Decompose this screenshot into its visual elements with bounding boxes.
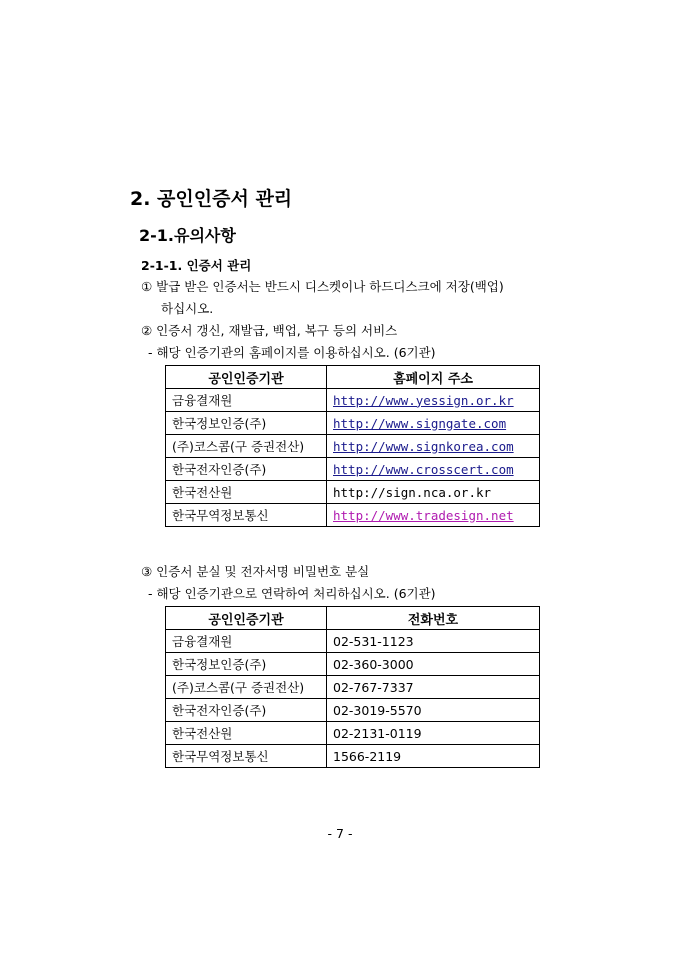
page-number: - 7 - — [327, 826, 353, 841]
item3-note: - 해당 인증기관으로 연락하여 처리하십시오. (6기관) — [148, 586, 436, 601]
phone-cell: 02-2131-0119 — [327, 722, 540, 745]
table-header-row — [166, 366, 540, 389]
phone-cell: 02-531-1123 — [327, 630, 540, 653]
subsection-heading: 2-1-1. 인증서 관리 — [141, 258, 252, 273]
homepage-link[interactable]: http://www.signkorea.com — [333, 438, 514, 454]
org-cell: 한국정보인증(주) — [166, 653, 327, 676]
org-cell: 한국무역정보통신 — [166, 504, 327, 527]
org-cell: 한국전산원 — [166, 722, 327, 745]
col-header-org: 공인인증기관 — [166, 607, 327, 630]
homepage-link[interactable]: http://www.crosscert.com — [333, 461, 514, 477]
table-row — [166, 412, 540, 435]
phone-cell: 02-767-7337 — [327, 676, 540, 699]
org-cell: 금융결재원 — [166, 630, 327, 653]
table-row — [166, 504, 540, 527]
org-cell: 한국전자인증(주) — [166, 699, 327, 722]
url-cell — [327, 412, 540, 435]
item1-text: ① 발급 받은 인증서는 반드시 디스켓이나 하드디스크에 저장(백업) — [141, 279, 504, 294]
phone-cell: 1566-2119 — [327, 745, 540, 768]
item1-continuation: 하십시오. — [161, 301, 214, 316]
table-row — [166, 653, 540, 676]
homepage-url: http://sign.nca.or.kr — [333, 484, 492, 500]
item3-text: ③ 인증서 분실 및 전자서명 비밀번호 분실 — [141, 564, 370, 579]
page-title: 2. 공인인증서 관리 — [130, 188, 293, 210]
url-cell — [327, 435, 540, 458]
homepage-link[interactable]: http://www.tradesign.net — [333, 507, 514, 523]
phone-cell: 02-3019-5570 — [327, 699, 540, 722]
url-cell — [327, 458, 540, 481]
col-header-homepage: 홈페이지 주소 — [327, 366, 540, 389]
table-row — [166, 676, 540, 699]
homepage-link[interactable]: http://www.yessign.or.kr — [333, 392, 514, 408]
org-cell: 한국전자인증(주) — [166, 458, 327, 481]
table-row — [166, 699, 540, 722]
org-cell: 금융결재원 — [166, 389, 327, 412]
org-cell: (주)코스콤(구 증권전산) — [166, 676, 327, 699]
table-row — [166, 435, 540, 458]
col-header-org: 공인인증기관 — [166, 366, 327, 389]
table-row — [166, 630, 540, 653]
table-row — [166, 481, 540, 504]
org-cell: 한국정보인증(주) — [166, 412, 327, 435]
url-cell — [327, 389, 540, 412]
phone-cell: 02-360-3000 — [327, 653, 540, 676]
homepage-link[interactable]: http://www.signgate.com — [333, 415, 507, 431]
org-cell: 한국전산원 — [166, 481, 327, 504]
item2-text: ② 인증서 갱신, 재발급, 백업, 복구 등의 서비스 — [141, 323, 398, 338]
url-cell — [327, 504, 540, 527]
table-row — [166, 389, 540, 412]
col-header-phone: 전화번호 — [327, 607, 540, 630]
url-cell — [327, 481, 540, 504]
table-row — [166, 458, 540, 481]
item2-note: - 해당 인증기관의 홈페이지를 이용하십시오. (6기관) — [148, 345, 436, 360]
phone-table — [165, 606, 540, 768]
section-heading: 2-1.유의사항 — [139, 226, 236, 245]
org-cell: 한국무역정보통신 — [166, 745, 327, 768]
homepage-table — [165, 365, 540, 527]
table-row — [166, 722, 540, 745]
table-row — [166, 745, 540, 768]
org-cell: (주)코스콤(구 증권전산) — [166, 435, 327, 458]
table-header-row — [166, 607, 540, 630]
